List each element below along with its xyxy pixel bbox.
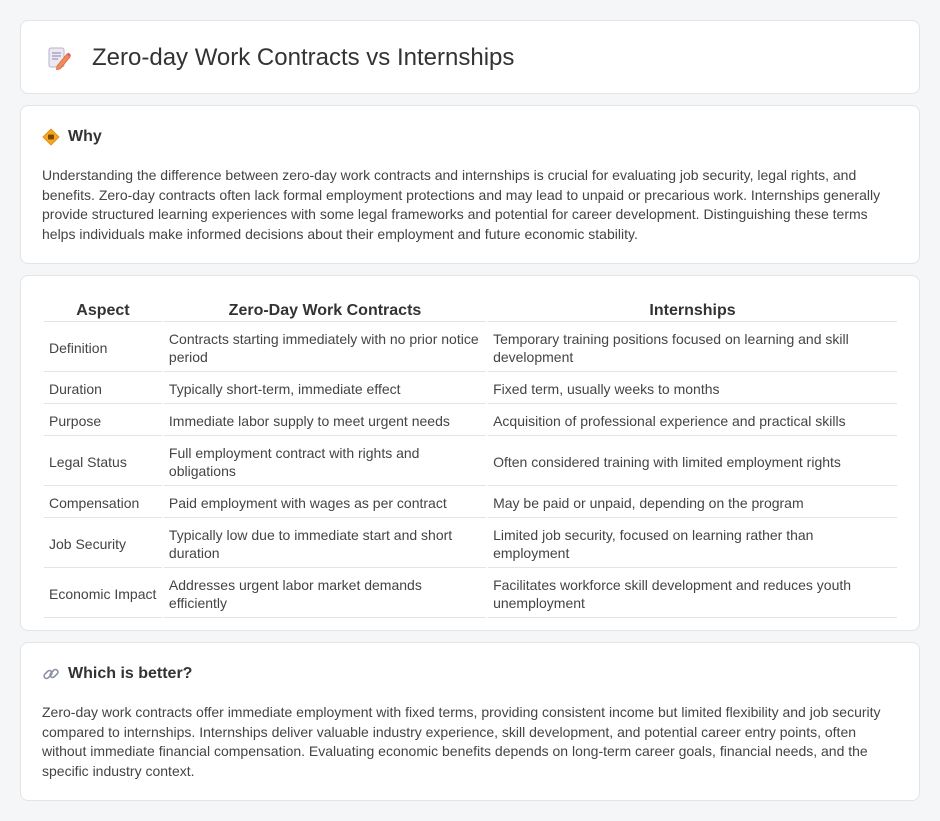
link-icon bbox=[42, 665, 60, 683]
cell-zero-day: Paid employment with wages as per contract bbox=[164, 488, 486, 518]
better-heading bbox=[42, 664, 192, 684]
cell-zero-day: Typically low due to immediate start and short duration bbox=[164, 520, 486, 568]
document-pencil-icon bbox=[47, 45, 71, 71]
better-text: Zero-day work contracts offer immediate employment with fixed terms, providing consistent income but limited flexibility and job security compared to internships. Internships deliver valuable industry experience, skill development, and potential career entry points, often without immediate financial compensation. Evaluating economic benefits depends on long-term career goals, financial needs, and the specific industry context. bbox=[42, 704, 881, 779]
cell-internships: Limited job security, focused on learning rather than employment bbox=[488, 520, 897, 568]
why-text: Understanding the difference between zero-day work contracts and internships is crucial for evaluating job security, legal rights, and benefits. Zero-day contracts often lack formal employment protections and may lead to unpaid or precarious work. Internships generally provide structured learning experiences with some legal frameworks and potential for career development. Distinguishing these terms helps individuals make informed decisions about their employment and future economic stability. bbox=[42, 167, 881, 242]
table-row bbox=[44, 520, 897, 568]
table-row bbox=[44, 324, 897, 372]
cell-zero-day: Typically short-term, immediate effect bbox=[164, 374, 486, 404]
cell-aspect: Compensation bbox=[44, 488, 162, 518]
table-header-row bbox=[44, 299, 897, 322]
cell-internships: Facilitates workforce skill development and reduces youth unemployment bbox=[488, 570, 897, 618]
comparison-section bbox=[20, 275, 920, 631]
cell-zero-day: Immediate labor supply to meet urgent needs bbox=[164, 406, 486, 436]
cell-internships: Fixed term, usually weeks to months bbox=[488, 374, 897, 404]
why-section bbox=[20, 105, 920, 264]
diamond-warning-icon bbox=[42, 128, 60, 146]
table-row bbox=[44, 570, 897, 618]
which-is-better-section bbox=[20, 642, 920, 801]
cell-aspect: Economic Impact bbox=[44, 570, 162, 618]
page-title: Zero-day Work Contracts vs Internships bbox=[92, 44, 515, 71]
cell-aspect: Job Security bbox=[44, 520, 162, 568]
cell-zero-day: Full employment contract with rights and obligations bbox=[164, 438, 486, 486]
cell-internships: Temporary training positions focused on learning and skill development bbox=[488, 324, 897, 372]
cell-aspect: Purpose bbox=[44, 406, 162, 436]
cell-aspect: Legal Status bbox=[44, 438, 162, 486]
cell-aspect: Duration bbox=[44, 374, 162, 404]
better-title: Which is better? bbox=[68, 665, 193, 682]
header-internships: Internships bbox=[488, 299, 897, 322]
header-card bbox=[20, 20, 920, 94]
comparison-table bbox=[42, 297, 899, 620]
table-row bbox=[44, 488, 897, 518]
header-aspect: Aspect bbox=[44, 299, 162, 322]
cell-zero-day: Addresses urgent labor market demands efficiently bbox=[164, 570, 486, 618]
why-heading bbox=[42, 127, 102, 147]
table-row bbox=[44, 374, 897, 404]
cell-internships: Acquisition of professional experience and practical skills bbox=[488, 406, 897, 436]
cell-aspect: Definition bbox=[44, 324, 162, 372]
cell-internships: Often considered training with limited employment rights bbox=[488, 438, 897, 486]
table-row bbox=[44, 406, 897, 436]
header-zero-day: Zero-Day Work Contracts bbox=[164, 299, 486, 322]
why-title: Why bbox=[68, 128, 102, 145]
cell-internships: May be paid or unpaid, depending on the program bbox=[488, 488, 897, 518]
cell-zero-day: Contracts starting immediately with no prior notice period bbox=[164, 324, 486, 372]
table-row bbox=[44, 438, 897, 486]
